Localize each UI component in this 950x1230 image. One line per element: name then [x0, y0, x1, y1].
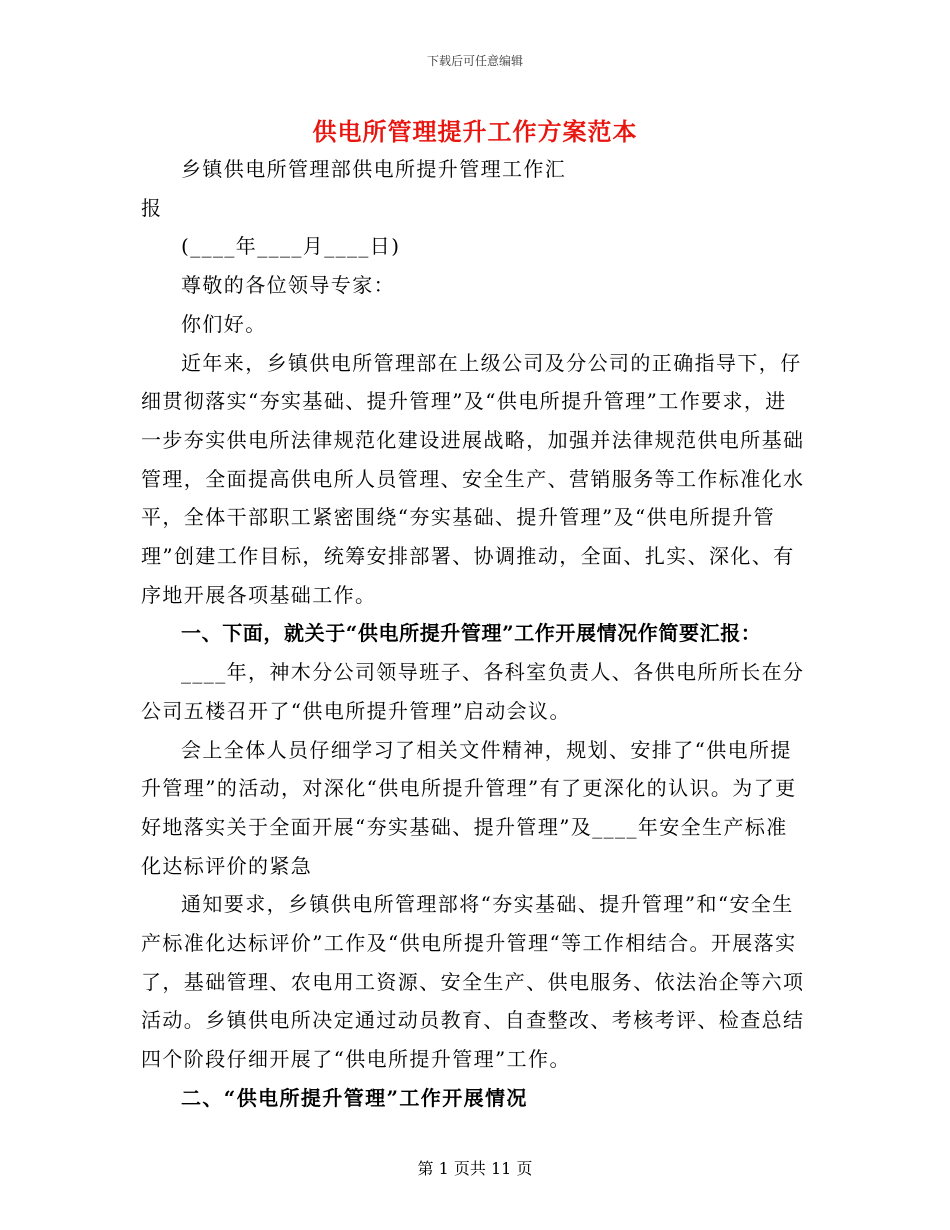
document-body [141, 150, 806, 1118]
header-note: 下载后可任意编辑 [426, 54, 523, 68]
intro-paragraph: 近年来，乡镇供电所管理部在上级公司及分公司的正确指导下，仔细贯彻落实“夯实基础、提升管理”及“供电所提升管理”工作要求，进一步夯实供电所法律规范化建设进展战略，加强并法律规范供电所基础管理，全面提高供电所人员管理、安全生产、营销服务等工作标准化水平，全体干部职工紧密围绕“夯实基础、提升管理”及“供电所提升管理”创建工作目标，统筹安排部署、协调推动，全面、扎实、深化、有序地开展各项基础工作。 [141, 350, 805, 607]
date-line: (____年____月____日) [181, 234, 401, 259]
meeting-paragraph: ____年，神木分公司领导班子、各科室负责人、各供电所所长在分公司五楼召开了“供电所提升管理”启动会议。 [141, 660, 805, 723]
greeting: 你们好。 [181, 311, 267, 336]
notice-paragraph: 通知要求，乡镇供电所管理部将“夯实基础、提升管理”和“安全生产标准化达标评价”工作及“供电所提升管理“等工作相结合。开展落实了，基础管理、农电用工资源、安全生产、供电服务、依法治企等六项活动。乡镇供电所决定通过动员教育、自查整改、考核考评、检查总结四个阶段仔细开展了“供电所提升管理”工作。 [141, 892, 805, 1072]
salutation: 尊敬的各位领导专家： [181, 273, 395, 298]
section-one-heading: 一、下面，就关于“供电所提升管理”工作开展情况作简要汇报： [181, 621, 762, 646]
section-two-heading: 二、“供电所提升管理”工作开展情况 [181, 1085, 528, 1110]
report-heading: 乡镇供电所管理部供电所提升管理工作汇报 [141, 157, 567, 220]
study-paragraph: 会上全体人员仔细学习了相关文件精神，规划、安排了“供电所提升管理”的活动，对深化“供电所提升管理”有了更深化的认识。为了更好地落实关于全面开展“夯实基础、提升管理”及____年安全生产标准化达标评价的紧急 [141, 737, 797, 878]
page-footer: 第 1 页共 11 页 [417, 1159, 533, 1178]
document-title: 供电所管理提升工作方案范本 [312, 117, 638, 146]
